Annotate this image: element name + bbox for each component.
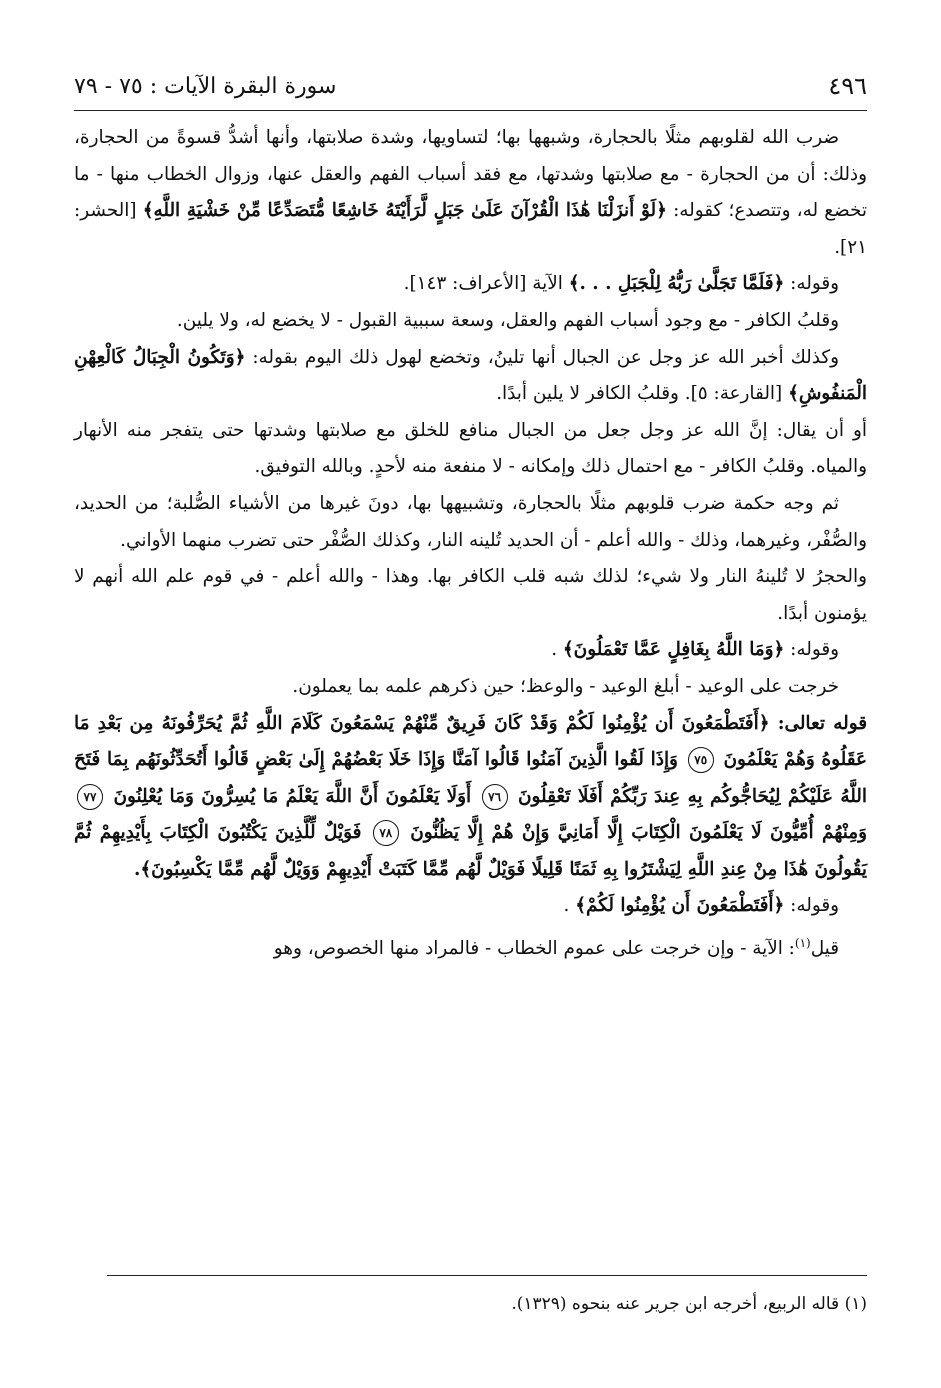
paragraph-text: ضرب الله لقلوبهم مثلًا بالحجارة، وشبهها بها؛ لتساويها، وشدة صلابتها، وأنها أشدُّ قسوةً من الحجارة، وذلك: أن من الحجارة - مع صلابتها وشدتها، مع فقد أسباب الفهم والعقل عنها، وزوال الخطاب منها - ما تخضع له، وتتصدع؛ كقوله:: [74, 127, 867, 222]
page-body: [74, 120, 867, 968]
quran-quote: ﴿لَوْ أَنزَلْنَا هَٰذَا الْقُرْآنَ عَلَىٰ جَبَلٍ لَّرَأَيْتَهُ خَاشِعًا مُّتَصَدِّعًا مِّنْ خَشْيَةِ اللَّهِ﴾: [142, 200, 667, 222]
paragraph-text: .: [551, 639, 563, 661]
citation: الآية [الأعراف: ١٤٣].: [403, 273, 569, 295]
running-title: سورة البقرة الآيات : ٧٥ - ٧٩: [74, 73, 337, 99]
quran-quote: ﴿وَتَكُونُ الْجِبَالُ كَالْعِهْنِ الْمَنفُوشِ﴾: [74, 346, 867, 405]
citation: [القارعة: ٥]. وقلبُ الكافر لا يلين أبدًا.: [496, 383, 789, 405]
footnote: (١) قاله الربيع، أخرجه ابن جرير عنه بنحوه (١٣٢٩).: [511, 1294, 867, 1314]
verse-77-text: أَوَلَا يَعْلَمُونَ أَنَّ اللَّهَ يَعْلَمُ مَا يُسِرُّونَ وَمَا يُعْلِنُونَ: [113, 785, 472, 807]
paragraph-text: وكذلك أخبر الله عز وجل عن الجبال أنها تلينُ، وتخضع لهول ذلك اليوم بقوله:: [245, 346, 840, 368]
paragraph: أو أن يقال: إنَّ الله عز وجل جعل من الجبال منافع للخلق مع صلابتها وشدتها حتى يتفجر منه الأنهار والمياه. وقلبُ الكافر - مع احتمال ذلك وإمكانه - لا منفعة منه لأحدٍ. وبالله التوفيق.: [74, 419, 867, 478]
quran-quote: ﴿وَمَا اللَّهُ بِغَافِلٍ عَمَّا تَعْمَلُونَ﴾: [562, 639, 785, 661]
ayah-number-marker: ٧٨: [373, 820, 399, 846]
paragraph: [74, 266, 867, 303]
paragraph-text: قيل: [810, 938, 839, 960]
paragraph: ثم وجه حكمة ضرب قلوبهم مثلًا بالحجارة، وتشبيهها بها، دونَ غيرها من الأشياء الصُّلبة؛ من الحديد، والصُّفْر، وغيرهما، وذلك - والله أعلم - أن الحديد تُلينه النار، وكذلك الصُّفْر حتى تضرب منهما الأواني.: [74, 492, 867, 551]
verse-75-text: ﴿أَفَتَطْمَعُونَ أَن يُؤْمِنُوا لَكُمْ وَقَدْ كَانَ فَرِيقٌ مِّنْهُمْ يَسْمَعُونَ كَلَامَ اللَّهِ ثُمَّ يُحَرِّفُونَهُ مِن بَعْدِ مَا عَقَلُوهُ وَهُمْ يَعْلَمُونَ: [74, 712, 868, 771]
quran-quote: ﴿أَفَتَطْمَعُونَ أَن يُؤْمِنُوا لَكُمْ﴾: [575, 895, 785, 917]
paragraph: وقلبُ الكافر - مع وجود أسباب الفهم والعقل، وسعة سببية القبول - لا يخضع له، ولا يلين.: [176, 309, 839, 331]
paragraph-text: وقوله:: [784, 273, 839, 295]
paragraph: [74, 632, 867, 669]
footnote-divider: [107, 1275, 867, 1276]
quran-quote: ﴿فَلَمَّا تَجَلَّىٰ رَبُّهُ لِلْجَبَلِ . . .﴾: [568, 273, 785, 295]
citation: [الحشر: ٢١].: [74, 200, 867, 258]
verse-79-text: فَوَيْلٌ لِّلَّذِينَ يَكْتُبُونَ الْكِتَابَ بِأَيْدِيهِمْ ثُمَّ يَقُولُونَ هَٰذَا مِنْ عِندِ اللَّهِ لِيَشْتَرُوا بِهِ ثَمَنًا قَلِيلًا فَوَيْلٌ لَّهُم مِّمَّا كَتَبَتْ أَيْدِيهِمْ وَوَيْلٌ لَّهُم مِّمَّا يَكْسِبُونَ﴾.: [74, 822, 867, 880]
paragraph-text: وقوله:: [784, 639, 839, 661]
paragraph: [74, 888, 867, 925]
verse-76-text: وَإِذَا لَقُوا الَّذِينَ آمَنُوا قَالُوا آمَنَّا وَإِذَا خَلَا بَعْضُهُمْ إِلَىٰ بَعْضٍ قَالُوا أَتُحَدِّثُونَهُم بِمَا فَتَحَ اللَّهُ عَلَيْكُمْ لِيُحَاجُّوكُم بِهِ عِندَ رَبِّكُمْ أَفَلَا تَعْقِلُونَ: [74, 749, 868, 807]
paragraph: خرجت على الوعيد - أبلغ الوعيد - والوعظ؛ حين ذكرهم علمه بما يعملون.: [292, 675, 839, 697]
ayah-number-marker: ٧٥: [688, 747, 714, 773]
paragraph-text: وقوله:: [784, 895, 839, 917]
paragraph: [74, 340, 867, 413]
verse-78-text: وَمِنْهُمْ أُمِّيُّونَ لَا يَعْلَمُونَ الْكِتَابَ إِلَّا أَمَانِيَّ وَإِنْ هُمْ إِلَّا يَظُنُّونَ: [410, 822, 868, 844]
paragraph-text: : الآية - وإن خرجت على عموم الخطاب - فالمراد منها الخصوص، وهو: [273, 938, 795, 960]
page-number: ٤٩٦: [828, 72, 867, 100]
paragraph: [74, 120, 867, 266]
verse-block: [74, 706, 867, 889]
ayah-number-marker: ٧٧: [77, 784, 103, 810]
paragraph: والحجرُ لا تُلينهُ النار ولا شيء؛ لذلك شبه قلب الكافر بها. وهذا - والله أعلم - في قوم علم الله أنهم لا يؤمنون أبدًا.: [74, 566, 867, 624]
verse-heading: قوله تعالى:: [777, 712, 867, 734]
page-header: [74, 62, 867, 111]
paragraph-text: .: [563, 895, 576, 917]
footnote-reference[interactable]: (١): [794, 936, 811, 951]
paragraph: [74, 925, 867, 968]
ayah-number-marker: ٧٦: [482, 784, 508, 810]
